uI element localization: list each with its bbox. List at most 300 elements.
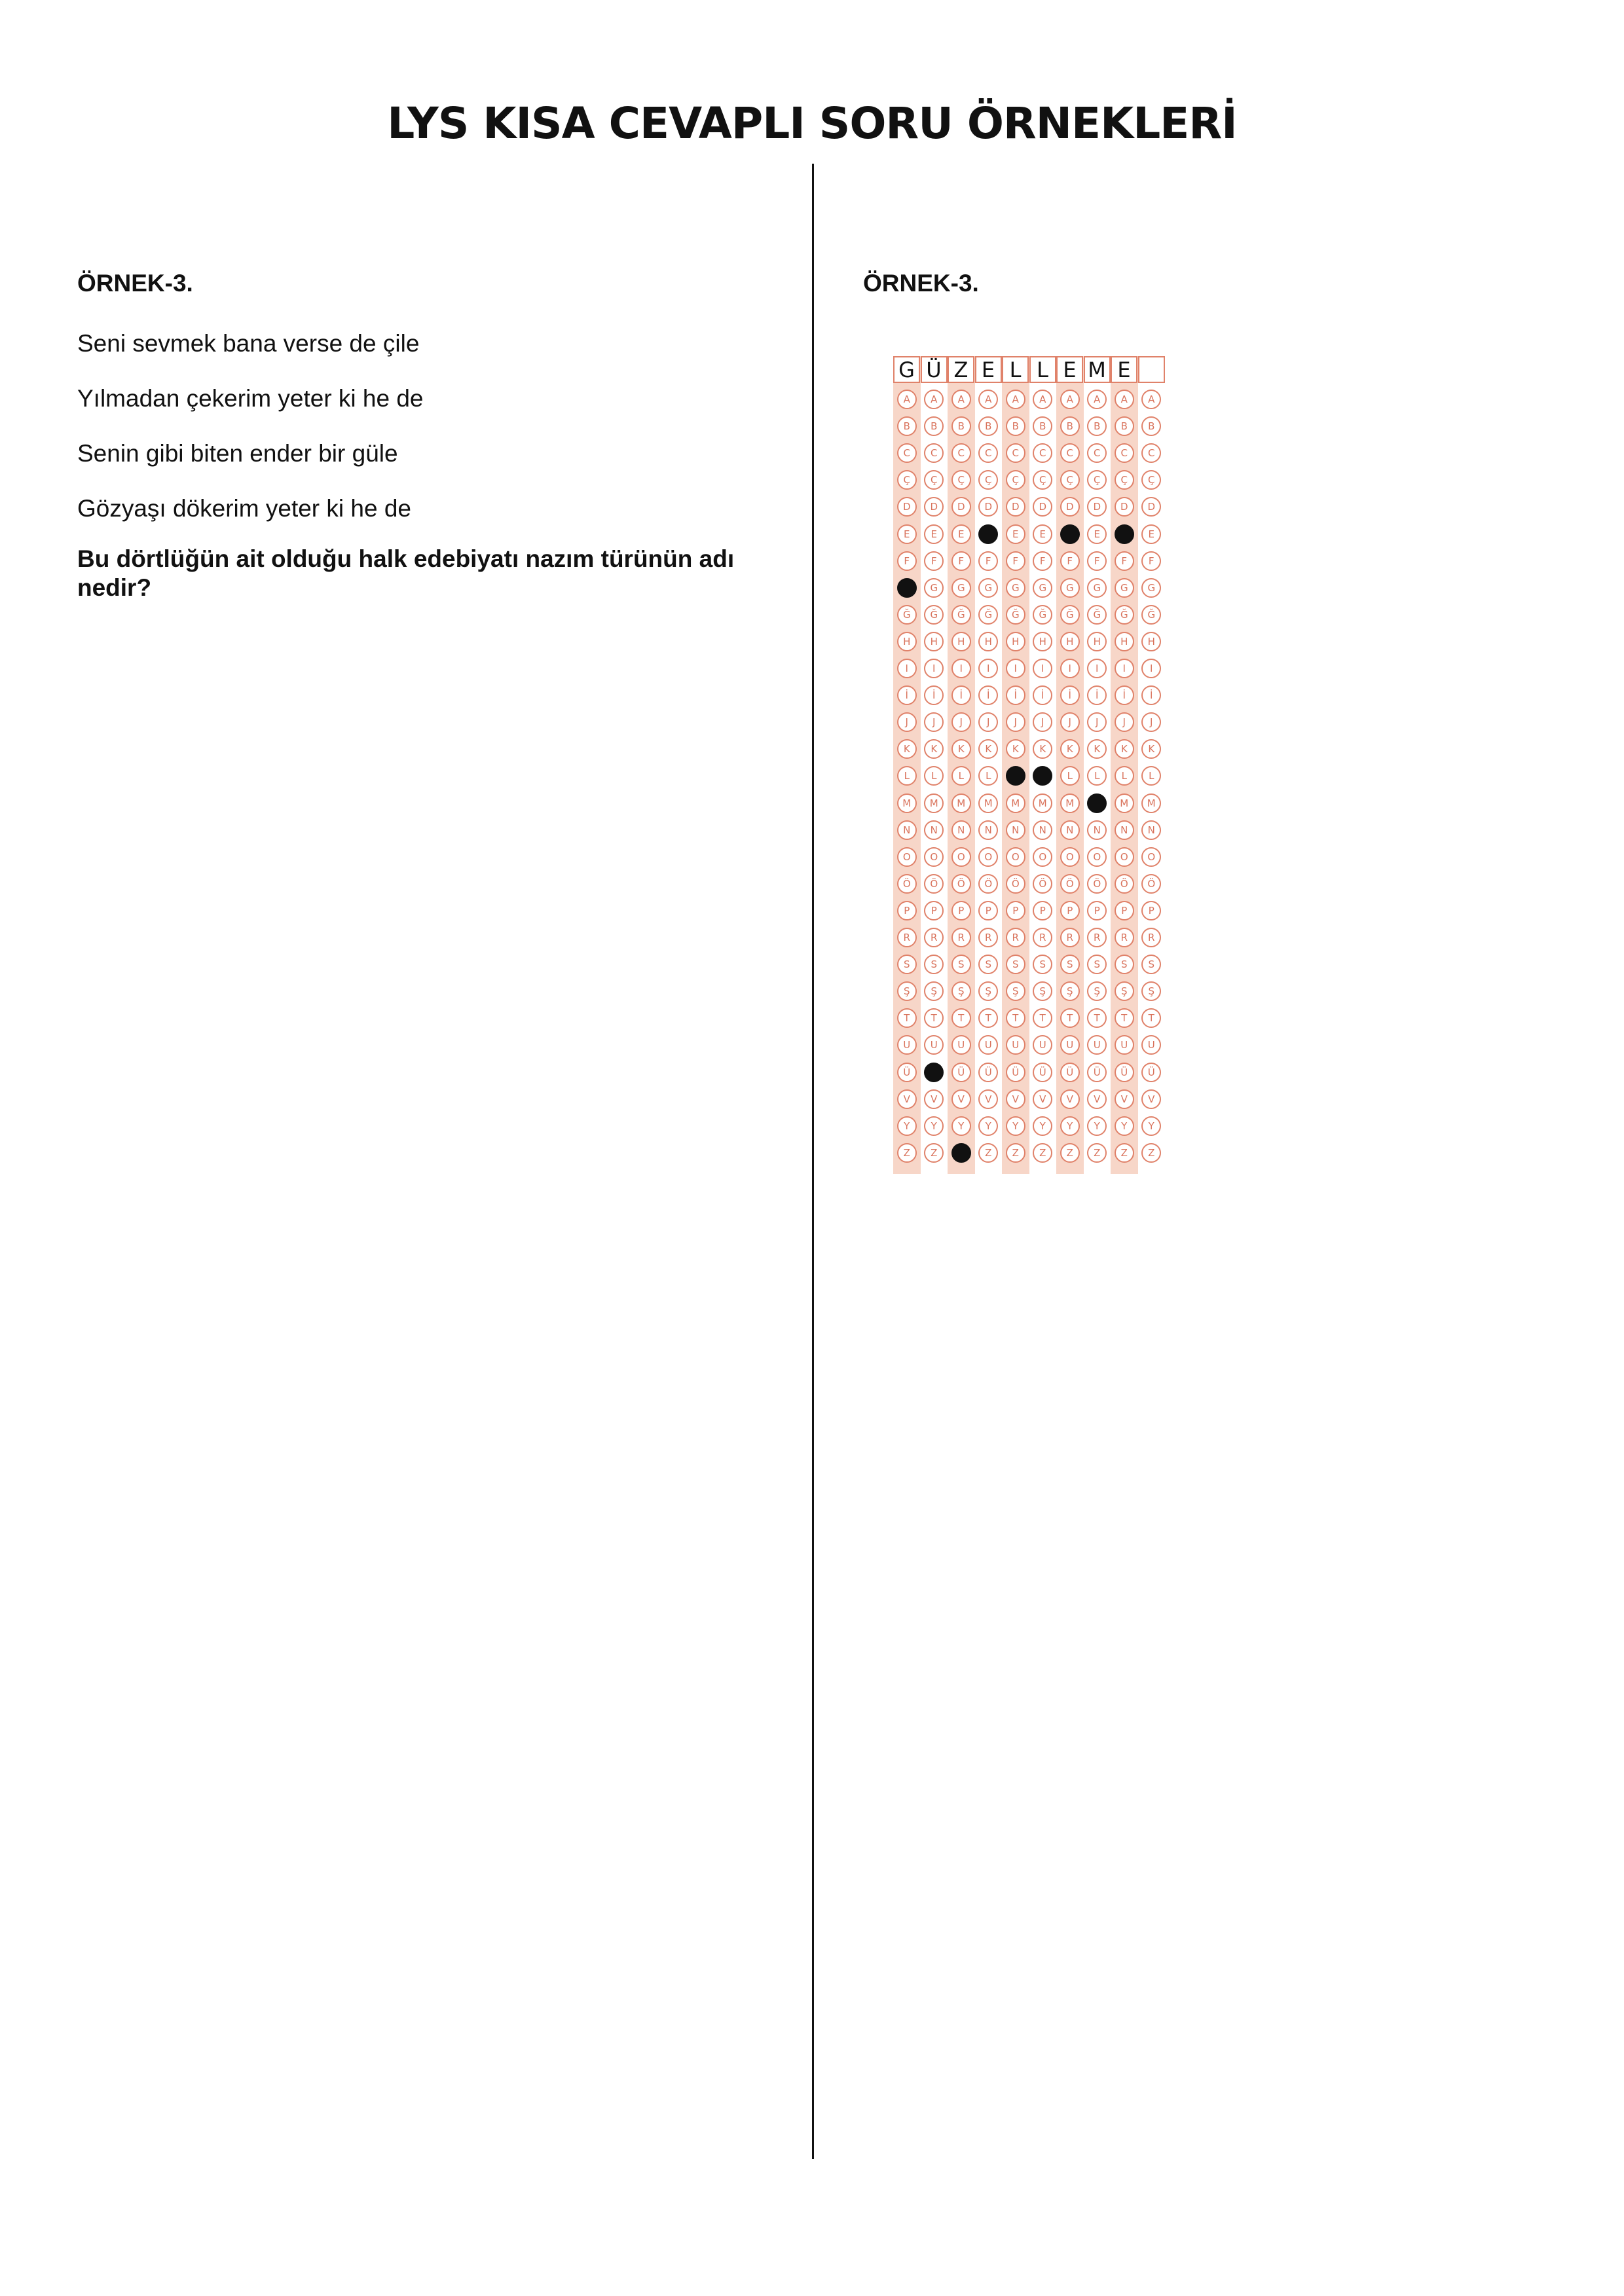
answer-bubble[interactable]: U (1060, 1035, 1080, 1055)
answer-bubble[interactable]: B (951, 416, 971, 436)
answer-bubble[interactable]: Ş (1115, 981, 1134, 1001)
answer-bubble[interactable]: Y (1141, 1116, 1161, 1136)
answer-bubble[interactable]: N (951, 820, 971, 840)
answer-bubble[interactable]: H (897, 632, 917, 651)
answer-bubble[interactable]: N (1006, 820, 1025, 840)
answer-bubble[interactable]: Z (1060, 1143, 1080, 1163)
answer-bubble[interactable]: Ü (978, 1063, 998, 1082)
answer-letter-box: G (893, 356, 920, 383)
answer-bubble[interactable]: D (1087, 497, 1107, 517)
answer-bubble[interactable]: S (924, 955, 944, 974)
answer-bubble[interactable]: H (1141, 632, 1161, 651)
answer-bubble[interactable]: S (1060, 955, 1080, 974)
answer-bubble[interactable]: Y (924, 1116, 944, 1136)
answer-bubble[interactable]: K (1087, 739, 1107, 759)
answer-bubble[interactable]: Ğ (1087, 605, 1107, 625)
answer-bubble[interactable]: Ö (1115, 874, 1134, 894)
answer-bubble[interactable]: Ş (978, 981, 998, 1001)
answer-bubble[interactable]: J (1115, 712, 1134, 732)
answer-bubble[interactable]: L (1060, 766, 1080, 786)
answer-bubble[interactable]: U (1033, 1035, 1052, 1055)
answer-bubble[interactable]: Y (1115, 1116, 1134, 1136)
answer-bubble[interactable]: I (951, 659, 971, 678)
answer-bubble[interactable]: J (951, 712, 971, 732)
answer-bubble[interactable]: F (1087, 551, 1107, 571)
answer-bubble[interactable]: F (1115, 551, 1134, 571)
answer-bubble[interactable]: S (1087, 955, 1107, 974)
answer-bubble[interactable]: Ö (1060, 874, 1080, 894)
answer-bubble[interactable]: L (924, 766, 944, 786)
answer-bubble[interactable]: T (1006, 1008, 1025, 1028)
answer-bubble[interactable]: E (897, 524, 917, 544)
answer-bubble[interactable]: Z (1033, 1143, 1052, 1163)
answer-bubble[interactable]: V (1033, 1089, 1052, 1109)
answer-bubble[interactable]: G (1033, 578, 1052, 598)
answer-bubble[interactable]: U (924, 1035, 944, 1055)
answer-bubble[interactable]: B (897, 416, 917, 436)
answer-bubble[interactable]: Ğ (1060, 605, 1080, 625)
answer-bubble[interactable]: A (1115, 390, 1134, 409)
answer-letter-box: M (1084, 356, 1111, 383)
answer-bubble[interactable]: H (1060, 632, 1080, 651)
answer-bubble[interactable]: L (978, 766, 998, 786)
answer-bubble-filled[interactable] (924, 1063, 944, 1082)
answer-bubble[interactable]: P (951, 901, 971, 920)
answer-bubble[interactable]: P (1033, 901, 1052, 920)
answer-bubble[interactable]: I (1006, 659, 1025, 678)
answer-bubble[interactable]: S (1141, 955, 1161, 974)
answer-bubble[interactable]: J (1006, 712, 1025, 732)
answer-bubble[interactable]: O (978, 847, 998, 867)
answer-bubble[interactable]: G (1115, 578, 1134, 598)
answer-bubble[interactable]: Ç (897, 470, 917, 490)
answer-bubble[interactable]: M (1060, 793, 1080, 813)
answer-bubble[interactable]: D (897, 497, 917, 517)
answer-bubble[interactable]: F (951, 551, 971, 571)
answer-bubble[interactable]: G (1006, 578, 1025, 598)
answer-bubble[interactable]: C (1006, 443, 1025, 463)
answer-bubble[interactable]: Ğ (924, 605, 944, 625)
answer-bubble[interactable]: A (1060, 390, 1080, 409)
answer-bubble[interactable]: Ü (1141, 1063, 1161, 1082)
answer-bubble[interactable]: T (978, 1008, 998, 1028)
answer-bubble[interactable]: C (1141, 443, 1161, 463)
answer-bubble[interactable]: E (951, 524, 971, 544)
answer-bubble[interactable]: K (1033, 739, 1052, 759)
answer-bubble[interactable]: Ö (951, 874, 971, 894)
answer-bubble[interactable]: T (951, 1008, 971, 1028)
answer-bubble[interactable]: I (1115, 659, 1134, 678)
answer-bubble[interactable]: U (1115, 1035, 1134, 1055)
answer-bubble[interactable]: Ğ (978, 605, 998, 625)
answer-bubble[interactable]: J (1033, 712, 1052, 732)
answer-bubble[interactable]: I (1060, 659, 1080, 678)
answer-bubble[interactable]: R (1087, 928, 1107, 947)
answer-bubble[interactable]: C (1115, 443, 1134, 463)
answer-bubble[interactable]: F (924, 551, 944, 571)
answer-bubble[interactable]: B (1087, 416, 1107, 436)
answer-bubble[interactable]: H (1087, 632, 1107, 651)
answer-bubble[interactable]: B (1115, 416, 1134, 436)
answer-bubble[interactable]: Ğ (1033, 605, 1052, 625)
answer-bubble[interactable]: P (897, 901, 917, 920)
answer-bubble[interactable]: T (1087, 1008, 1107, 1028)
answer-bubble[interactable]: E (924, 524, 944, 544)
answer-bubble[interactable]: İ (978, 685, 998, 705)
answer-bubble[interactable]: R (1115, 928, 1134, 947)
answer-bubble[interactable]: Z (1006, 1143, 1025, 1163)
answer-bubble[interactable]: I (1033, 659, 1052, 678)
answer-bubble[interactable]: R (1006, 928, 1025, 947)
answer-bubble[interactable]: İ (1033, 685, 1052, 705)
answer-bubble[interactable]: Ö (1141, 874, 1161, 894)
answer-bubble[interactable]: C (1087, 443, 1107, 463)
answer-bubble[interactable]: P (1006, 901, 1025, 920)
answer-bubble[interactable]: İ (1006, 685, 1025, 705)
answer-bubble[interactable]: A (978, 390, 998, 409)
answer-bubble[interactable]: P (1141, 901, 1161, 920)
answer-bubble[interactable]: V (951, 1089, 971, 1109)
answer-bubble[interactable]: E (1087, 524, 1107, 544)
answer-bubble[interactable]: İ (951, 685, 971, 705)
answer-bubble[interactable]: P (924, 901, 944, 920)
answer-bubble[interactable]: G (1060, 578, 1080, 598)
answer-bubble[interactable]: Z (1141, 1143, 1161, 1163)
answer-bubble[interactable]: T (897, 1008, 917, 1028)
answer-bubble[interactable]: J (1060, 712, 1080, 732)
answer-bubble[interactable]: C (978, 443, 998, 463)
answer-bubble[interactable]: Ö (924, 874, 944, 894)
answer-bubble[interactable]: M (1141, 793, 1161, 813)
answer-bubble[interactable]: H (1033, 632, 1052, 651)
answer-bubble[interactable]: İ (924, 685, 944, 705)
answer-bubble[interactable]: F (1033, 551, 1052, 571)
answer-bubble[interactable]: Ç (1033, 470, 1052, 490)
answer-bubble[interactable]: Ğ (1115, 605, 1134, 625)
answer-bubble[interactable]: N (1115, 820, 1134, 840)
answer-bubble[interactable]: A (1087, 390, 1107, 409)
answer-bubble[interactable]: Z (1115, 1143, 1134, 1163)
answer-bubble[interactable]: V (1060, 1089, 1080, 1109)
answer-bubble[interactable]: C (924, 443, 944, 463)
answer-bubble[interactable]: V (978, 1089, 998, 1109)
answer-bubble[interactable]: Ü (1033, 1063, 1052, 1082)
answer-bubble[interactable]: B (978, 416, 998, 436)
answer-bubble[interactable]: O (951, 847, 971, 867)
answer-bubble[interactable]: D (1006, 497, 1025, 517)
answer-bubble[interactable]: R (897, 928, 917, 947)
answer-bubble[interactable]: N (978, 820, 998, 840)
answer-bubble[interactable]: M (951, 793, 971, 813)
answer-bubble[interactable]: B (1033, 416, 1052, 436)
answer-bubble[interactable]: Y (1060, 1116, 1080, 1136)
answer-bubble[interactable]: Ö (1087, 874, 1107, 894)
answer-bubble[interactable]: D (978, 497, 998, 517)
answer-bubble[interactable]: I (897, 659, 917, 678)
answer-bubble[interactable]: Ü (1006, 1063, 1025, 1082)
answer-bubble[interactable]: U (1087, 1035, 1107, 1055)
answer-bubble[interactable]: D (1141, 497, 1161, 517)
question-text: Bu dörtlüğün ait olduğu halk edebiyatı nazım türünün adı nedir? (77, 545, 735, 601)
answer-bubble[interactable]: G (951, 578, 971, 598)
answer-bubble[interactable]: Z (978, 1143, 998, 1163)
answer-bubble[interactable]: H (978, 632, 998, 651)
answer-bubble[interactable]: O (1006, 847, 1025, 867)
answer-bubble[interactable]: Ş (1033, 981, 1052, 1001)
answer-bubble[interactable]: A (897, 390, 917, 409)
answer-bubble[interactable]: Ü (951, 1063, 971, 1082)
answer-bubble[interactable]: V (897, 1089, 917, 1109)
answer-bubble[interactable]: S (978, 955, 998, 974)
answer-bubble[interactable]: Ö (1033, 874, 1052, 894)
answer-bubble[interactable]: Y (951, 1116, 971, 1136)
answer-bubble[interactable]: T (924, 1008, 944, 1028)
answer-bubble[interactable]: T (1141, 1008, 1161, 1028)
answer-bubble[interactable]: A (951, 390, 971, 409)
answer-bubble[interactable]: O (1060, 847, 1080, 867)
answer-bubble[interactable]: U (897, 1035, 917, 1055)
answer-bubble[interactable]: L (1115, 766, 1134, 786)
answer-bubble[interactable]: A (1141, 390, 1161, 409)
answer-bubble[interactable]: P (1060, 901, 1080, 920)
answer-bubble[interactable]: F (897, 551, 917, 571)
answer-bubble[interactable]: M (897, 793, 917, 813)
answer-bubble[interactable]: I (924, 659, 944, 678)
answer-bubble-filled[interactable] (951, 1143, 971, 1163)
answer-bubble[interactable]: B (924, 416, 944, 436)
answer-bubble[interactable]: N (897, 820, 917, 840)
answer-bubble[interactable]: L (1141, 766, 1161, 786)
answer-bubble[interactable]: Ş (1060, 981, 1080, 1001)
answer-bubble[interactable]: N (924, 820, 944, 840)
answer-bubble[interactable]: R (1060, 928, 1080, 947)
answer-bubble[interactable]: M (1033, 793, 1052, 813)
answer-bubble[interactable]: I (1141, 659, 1161, 678)
answer-bubble[interactable]: İ (897, 685, 917, 705)
left-column (77, 270, 784, 601)
answer-bubble[interactable]: K (1115, 739, 1134, 759)
answer-bubble[interactable]: Ü (897, 1063, 917, 1082)
answer-bubble[interactable]: A (1006, 390, 1025, 409)
verse-line: Yılmadan çekerim yeter ki he de (77, 385, 424, 412)
answer-bubble[interactable]: Ğ (897, 605, 917, 625)
answer-bubble[interactable]: Ç (1006, 470, 1025, 490)
answer-bubble[interactable]: Ö (1006, 874, 1025, 894)
answer-bubble[interactable]: N (1060, 820, 1080, 840)
answer-bubble[interactable]: O (1141, 847, 1161, 867)
answer-bubble[interactable]: U (978, 1035, 998, 1055)
answer-bubble[interactable]: G (1087, 578, 1107, 598)
answer-bubble[interactable]: Ü (1060, 1063, 1080, 1082)
answer-bubble[interactable]: V (924, 1089, 944, 1109)
answer-bubble[interactable]: B (1060, 416, 1080, 436)
example-heading-left: ÖRNEK-3. (77, 270, 193, 297)
answer-bubble[interactable]: C (897, 443, 917, 463)
answer-letter-box (1138, 356, 1165, 383)
answer-bubble[interactable]: Ç (924, 470, 944, 490)
answer-bubble[interactable]: U (1006, 1035, 1025, 1055)
answer-bubble[interactable]: D (924, 497, 944, 517)
answer-bubble[interactable]: A (924, 390, 944, 409)
answer-bubble[interactable]: F (1006, 551, 1025, 571)
answer-bubble[interactable]: I (1087, 659, 1107, 678)
answer-bubble[interactable]: İ (1060, 685, 1080, 705)
answer-bubble[interactable]: H (1006, 632, 1025, 651)
answer-bubble[interactable]: O (1087, 847, 1107, 867)
answer-bubble[interactable]: Ü (1115, 1063, 1134, 1082)
answer-bubble[interactable]: Ş (1006, 981, 1025, 1001)
answer-bubble[interactable]: P (1087, 901, 1107, 920)
answer-bubble[interactable]: J (1087, 712, 1107, 732)
answer-bubble[interactable]: D (1033, 497, 1052, 517)
answer-bubble[interactable]: C (1060, 443, 1080, 463)
answer-bubble[interactable]: Y (1033, 1116, 1052, 1136)
answer-bubble[interactable]: B (1006, 416, 1025, 436)
answer-bubble[interactable]: O (924, 847, 944, 867)
answer-bubble[interactable]: M (924, 793, 944, 813)
answer-bubble-filled[interactable] (1033, 766, 1052, 786)
answer-bubble[interactable]: C (1033, 443, 1052, 463)
verse-line: Seni sevmek bana verse de çile (77, 330, 420, 357)
answer-bubble[interactable]: Ğ (951, 605, 971, 625)
answer-bubble[interactable]: C (951, 443, 971, 463)
answer-bubble[interactable]: T (1115, 1008, 1134, 1028)
answer-bubble[interactable]: S (1006, 955, 1025, 974)
answer-bubble[interactable]: I (978, 659, 998, 678)
answer-bubble[interactable]: D (1060, 497, 1080, 517)
answer-bubble[interactable]: Ş (924, 981, 944, 1001)
answer-bubble[interactable]: K (1060, 739, 1080, 759)
answer-bubble[interactable]: Ü (1087, 1063, 1107, 1082)
answer-bubble[interactable]: Y (978, 1116, 998, 1136)
answer-bubble[interactable]: A (1033, 390, 1052, 409)
answer-bubble[interactable]: L (951, 766, 971, 786)
answer-bubble[interactable]: H (951, 632, 971, 651)
answer-bubble[interactable]: Ğ (1141, 605, 1161, 625)
answer-bubble[interactable]: P (1115, 901, 1134, 920)
answer-bubble[interactable]: D (951, 497, 971, 517)
verse-line: Senin gibi biten ender bir güle (77, 440, 398, 467)
answer-bubble[interactable]: E (1141, 524, 1161, 544)
answer-bubble[interactable]: V (1115, 1089, 1134, 1109)
answer-bubble[interactable]: U (1141, 1035, 1161, 1055)
answer-bubble[interactable]: Y (1087, 1116, 1107, 1136)
answer-bubble[interactable]: K (951, 739, 971, 759)
answer-bubble[interactable]: G (924, 578, 944, 598)
answer-bubble[interactable]: S (1115, 955, 1134, 974)
answer-bubble[interactable]: J (1141, 712, 1161, 732)
answer-bubble[interactable]: V (1006, 1089, 1025, 1109)
answer-bubble-filled[interactable] (1006, 766, 1025, 786)
answer-bubble[interactable]: Ö (897, 874, 917, 894)
answer-bubble[interactable]: Ç (951, 470, 971, 490)
answer-bubble[interactable]: G (1141, 578, 1161, 598)
answer-bubble[interactable]: Ç (1060, 470, 1080, 490)
answer-bubble[interactable]: Ş (951, 981, 971, 1001)
answer-bubble[interactable]: K (897, 739, 917, 759)
answer-bubble[interactable]: K (924, 739, 944, 759)
answer-bubble[interactable]: Ç (1087, 470, 1107, 490)
answer-bubble[interactable]: S (951, 955, 971, 974)
answer-bubble[interactable]: L (1087, 766, 1107, 786)
answer-bubble[interactable]: Ğ (1006, 605, 1025, 625)
answer-bubble[interactable]: Y (1006, 1116, 1025, 1136)
answer-bubble[interactable]: M (1115, 793, 1134, 813)
answer-bubble[interactable]: Ş (1087, 981, 1107, 1001)
answer-bubble[interactable]: H (924, 632, 944, 651)
answer-bubble[interactable]: U (951, 1035, 971, 1055)
answer-bubble-filled[interactable] (978, 524, 998, 544)
answer-bubble[interactable]: O (1115, 847, 1134, 867)
answer-bubble[interactable]: M (978, 793, 998, 813)
answer-bubble[interactable]: R (1033, 928, 1052, 947)
answer-bubble[interactable]: T (1033, 1008, 1052, 1028)
answer-bubble-filled[interactable] (1087, 793, 1107, 813)
answer-bubble[interactable]: F (1141, 551, 1161, 571)
answer-bubble[interactable]: J (978, 712, 998, 732)
answer-bubble[interactable]: K (1141, 739, 1161, 759)
answer-bubble[interactable]: S (1033, 955, 1052, 974)
answer-bubble[interactable]: G (978, 578, 998, 598)
answer-bubble[interactable]: J (897, 712, 917, 732)
answer-bubble[interactable]: K (978, 739, 998, 759)
answer-bubble[interactable]: R (978, 928, 998, 947)
answer-bubble[interactable]: N (1033, 820, 1052, 840)
answer-bubble[interactable]: İ (1115, 685, 1134, 705)
answer-bubble[interactable]: İ (1141, 685, 1161, 705)
answer-bubble[interactable]: N (1141, 820, 1161, 840)
answer-bubble[interactable]: O (1033, 847, 1052, 867)
answer-bubble[interactable]: H (1115, 632, 1134, 651)
answer-bubble[interactable]: Z (1087, 1143, 1107, 1163)
answer-bubble[interactable]: V (1087, 1089, 1107, 1109)
answer-bubble[interactable]: Z (924, 1143, 944, 1163)
answer-bubble-filled[interactable] (1115, 524, 1134, 544)
answer-bubble-filled[interactable] (1060, 524, 1080, 544)
answer-bubble[interactable]: J (924, 712, 944, 732)
answer-bubble[interactable]: R (1141, 928, 1161, 947)
answer-bubble[interactable]: L (897, 766, 917, 786)
answer-bubble[interactable]: F (978, 551, 998, 571)
answer-bubble[interactable]: Ş (897, 981, 917, 1001)
answer-letter-box: E (1111, 356, 1137, 383)
answer-bubble[interactable]: S (897, 955, 917, 974)
answer-bubble[interactable]: T (1060, 1008, 1080, 1028)
answer-bubble[interactable]: M (1006, 793, 1025, 813)
answer-bubble[interactable]: Z (897, 1143, 917, 1163)
answer-bubble[interactable]: Y (897, 1116, 917, 1136)
answer-bubble[interactable]: Ş (1141, 981, 1161, 1001)
answer-bubble[interactable]: O (897, 847, 917, 867)
answer-bubble[interactable]: P (978, 901, 998, 920)
answer-bubble[interactable]: E (1033, 524, 1052, 544)
answer-bubble[interactable]: V (1141, 1089, 1161, 1109)
answer-bubble-filled[interactable] (897, 578, 917, 598)
answer-bubble[interactable]: N (1087, 820, 1107, 840)
answer-bubble[interactable]: R (951, 928, 971, 947)
answer-bubble[interactable]: B (1141, 416, 1161, 436)
answer-bubble[interactable]: Ç (1115, 470, 1134, 490)
answer-bubble[interactable]: Ç (978, 470, 998, 490)
answer-bubble[interactable]: F (1060, 551, 1080, 571)
answer-bubble[interactable]: Ç (1141, 470, 1161, 490)
answer-bubble[interactable]: İ (1087, 685, 1107, 705)
answer-bubble[interactable]: K (1006, 739, 1025, 759)
answer-bubble[interactable]: E (1006, 524, 1025, 544)
answer-bubble[interactable]: R (924, 928, 944, 947)
answer-bubble[interactable]: D (1115, 497, 1134, 517)
answer-bubble[interactable]: Ö (978, 874, 998, 894)
